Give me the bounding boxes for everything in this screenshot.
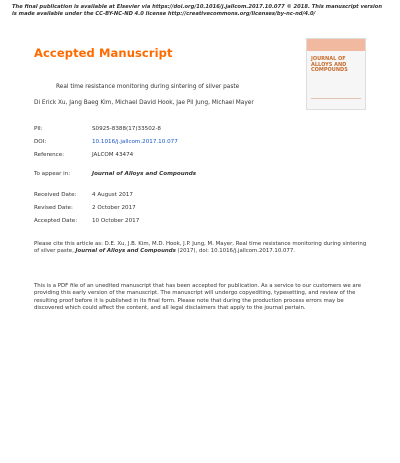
doi-link[interactable]: 10.1016/j.jallcom.2017.10.077 (92, 139, 178, 145)
doi-label: DOI: (34, 139, 47, 145)
article-title: Real time resistance monitoring during sintering of silver paste (56, 84, 240, 90)
revised-date-value: 2 October 2017 (92, 205, 136, 211)
received-date-label: Received Date: (34, 192, 77, 198)
journal-cover-thumbnail (306, 38, 366, 110)
page-title: Accepted Manuscript (34, 46, 173, 60)
citation-suffix: (2017), doi: 10.1016/j.jallcom.2017.10.077. (175, 248, 296, 255)
citation-journal: Journal of Alloys and Compounds (75, 248, 176, 255)
citation-paragraph (34, 241, 368, 256)
appear-in-label: To appear in: (34, 171, 71, 177)
citation-prefix: Please cite this article as: D.E. Xu, J.B. Kim, M.D. Hook, J.P. Jung, M. Mayer, Real time resistance monitoring during sintering of silver paste, (34, 241, 367, 255)
accepted-date-value: 10 October 2017 (92, 218, 140, 224)
cover-journal-name: JOURNAL OF ALLOYS AND COMPOUNDS (311, 56, 348, 74)
received-date-value: 4 August 2017 (92, 192, 133, 198)
article-authors: Di Erick Xu, Jang Baeg Kim, Michael David Hook, Jae Pil Jung, Michael Mayer (34, 100, 254, 106)
pii-value: S0925-8388(17)33502-8 (92, 126, 161, 132)
reference-label: Reference: (34, 152, 65, 158)
revised-date-label: Revised Date: (34, 205, 73, 211)
pii-label: PII: (34, 126, 43, 132)
cover-divider (311, 98, 361, 99)
license-banner: The final publication is available at Elsevier via https://doi.org/10.1016/j.jallcom.2017.10.077 © 2018. This manuscript version is made available under the CC-BY-NC-ND 4.0 license http://creativecommons.org/licenses/by-nc-nd/4.0/ (12, 4, 383, 17)
disclaimer-paragraph: This is a PDF file of an unedited manuscript that has been accepted for publication. As a service to our customers we are providing this early version of the manuscript. The manuscript will undergo copyediting, typesetting, and review of the resulting proof before it is published in its final form. Please note that during the production process errors may be discovered which could affect the content, and all legal disclaimers that apply to the journal pertain. (34, 283, 362, 311)
reference-value: JALCOM 43474 (92, 152, 134, 158)
appear-in-journal: Journal of Alloys and Compounds (92, 171, 197, 177)
accepted-date-label: Accepted Date: (34, 218, 78, 224)
cover-header-band (307, 39, 365, 51)
